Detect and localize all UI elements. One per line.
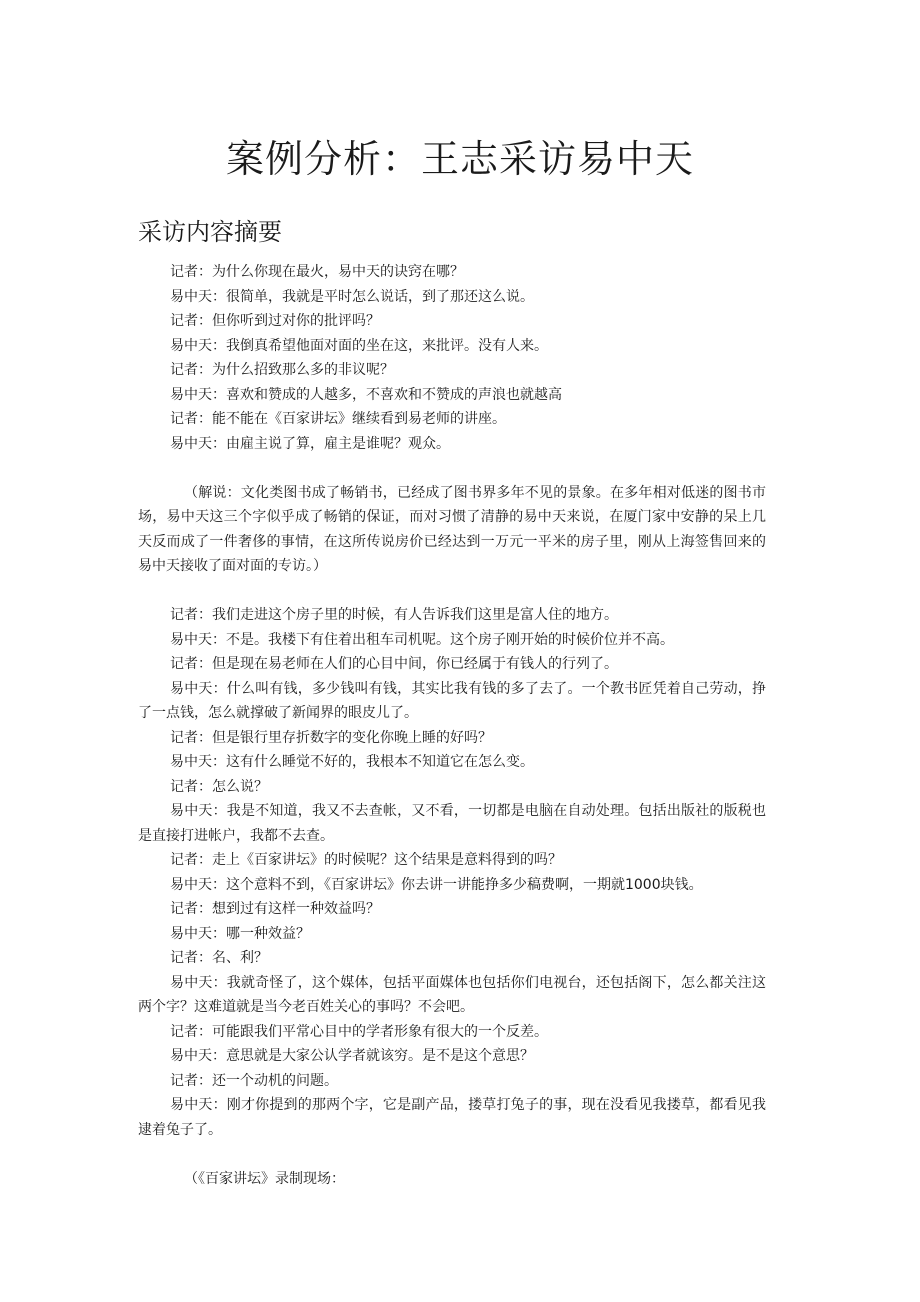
dialogue-line: 易中天：这个意料不到，《百家讲坛》你去讲一讲能挣多少稿费啊，一期就1000块钱。 <box>170 876 703 893</box>
dialogue-line: 记者：走上《百家讲坛》的时候呢？这个结果是意料得到的吗？ <box>170 852 562 868</box>
dialogue-line: 易中天：喜欢和赞成的人越多，不喜欢和不赞成的声浪也就越高 <box>170 386 562 403</box>
dialogue-line: 易中天：刚才你提到的那两个字，它是副产品，搂草打兔子的事，现在没看见我搂草，都看见我逮着兔子了。 <box>138 1097 766 1138</box>
dialogue-line: 记者：但是银行里存折数字的变化你晚上睡的好吗？ <box>170 729 492 746</box>
dialogue-line: 易中天：不是。我楼下有住着出租车司机呢。这个房子刚开始的时候价位并不高。 <box>170 631 674 648</box>
dialogue-line: 易中天：哪一种效益？ <box>170 925 310 942</box>
dialogue-line: 记者：但你听到过对你的批评吗？ <box>170 313 380 329</box>
dialogue-line: 记者：名、利？ <box>170 950 268 966</box>
dialogue-line: 记者：为什么招致那么多的非议呢？ <box>170 362 394 378</box>
interview-block-2 <box>138 603 766 1142</box>
paragraph-gap <box>138 456 766 481</box>
dialogue-line: 易中天：意思就是大家公认学者就该穷。是不是这个意思？ <box>170 1048 534 1064</box>
dialogue-line: 易中天：很简单，我就是平时怎么说话，到了那还这么说。 <box>170 288 534 305</box>
section-heading: 采访内容摘要 <box>138 218 282 246</box>
scene-note: （《百家讲坛》录制现场： <box>184 1170 345 1187</box>
dialogue-line: 记者：还一个动机的问题。 <box>170 1072 338 1089</box>
dialogue-line: 记者：为什么你现在最火，易中天的诀窍在哪？ <box>170 264 464 280</box>
dialogue-line: 记者：我们走进这个房子里的时候，有人告诉我们这里是富人住的地方。 <box>170 607 618 623</box>
dialogue-line: 易中天：什么叫有钱，多少钱叫有钱，其实比我有钱的多了去了。一个教书匠凭着自己劳动，挣了一点钱，怎么就撑破了新闻界的眼皮儿了。 <box>138 680 766 721</box>
narration-paragraph: （解说：文化类图书成了畅销书，已经成了图书界多年不见的景象。在多年相对低迷的图书市场，易中天这三个字似乎成了畅销的保证，而对习惯了清静的易中天来说，在厦门家中安静的呆上几天反而成了一件奢侈的事情，在这所传说房价已经达到一万元一平米的房子里，刚从上海签售回来的易中天接收了面对面的专访。） <box>138 484 766 574</box>
dialogue-line: 易中天：我就奇怪了，这个媒体，包括平面媒体也包括你们电视台，还包括阁下，怎么都关注这两个字？这难道就是当今老百姓关心的事吗？不会吧。 <box>138 974 766 1015</box>
dialogue-line: 记者：但是现在易老师在人们的心目中间，你已经属于有钱人的行列了。 <box>170 656 618 672</box>
paragraph-gap <box>138 579 766 604</box>
dialogue-line: 记者：怎么说？ <box>170 778 268 795</box>
dialogue-line: 易中天：由雇主说了算，雇主是谁呢？观众。 <box>170 435 450 452</box>
paragraph-gap <box>138 1142 766 1167</box>
document-body <box>138 260 766 1191</box>
interview-block-1 <box>138 260 766 456</box>
document-title: 案例分析：王志采访易中天 <box>225 137 694 181</box>
dialogue-line: 易中天：这有什么睡觉不好的，我根本不知道它在怎么变。 <box>170 754 534 770</box>
dialogue-line: 记者：能不能在《百家讲坛》继续看到易老师的讲座。 <box>170 411 506 427</box>
dialogue-line: 易中天：我倒真希望他面对面的坐在这，来批评。没有人来。 <box>170 337 548 354</box>
dialogue-line: 记者：想到过有这样一种效益吗？ <box>170 901 380 917</box>
dialogue-line: 记者：可能跟我们平常心目中的学者形象有很大的一个反差。 <box>170 1023 548 1040</box>
dialogue-line: 易中天：我是不知道，我又不去查帐，又不看，一切都是电脑在自动处理。包括出版社的版税也是直接打进帐户，我都不去查。 <box>138 803 766 844</box>
